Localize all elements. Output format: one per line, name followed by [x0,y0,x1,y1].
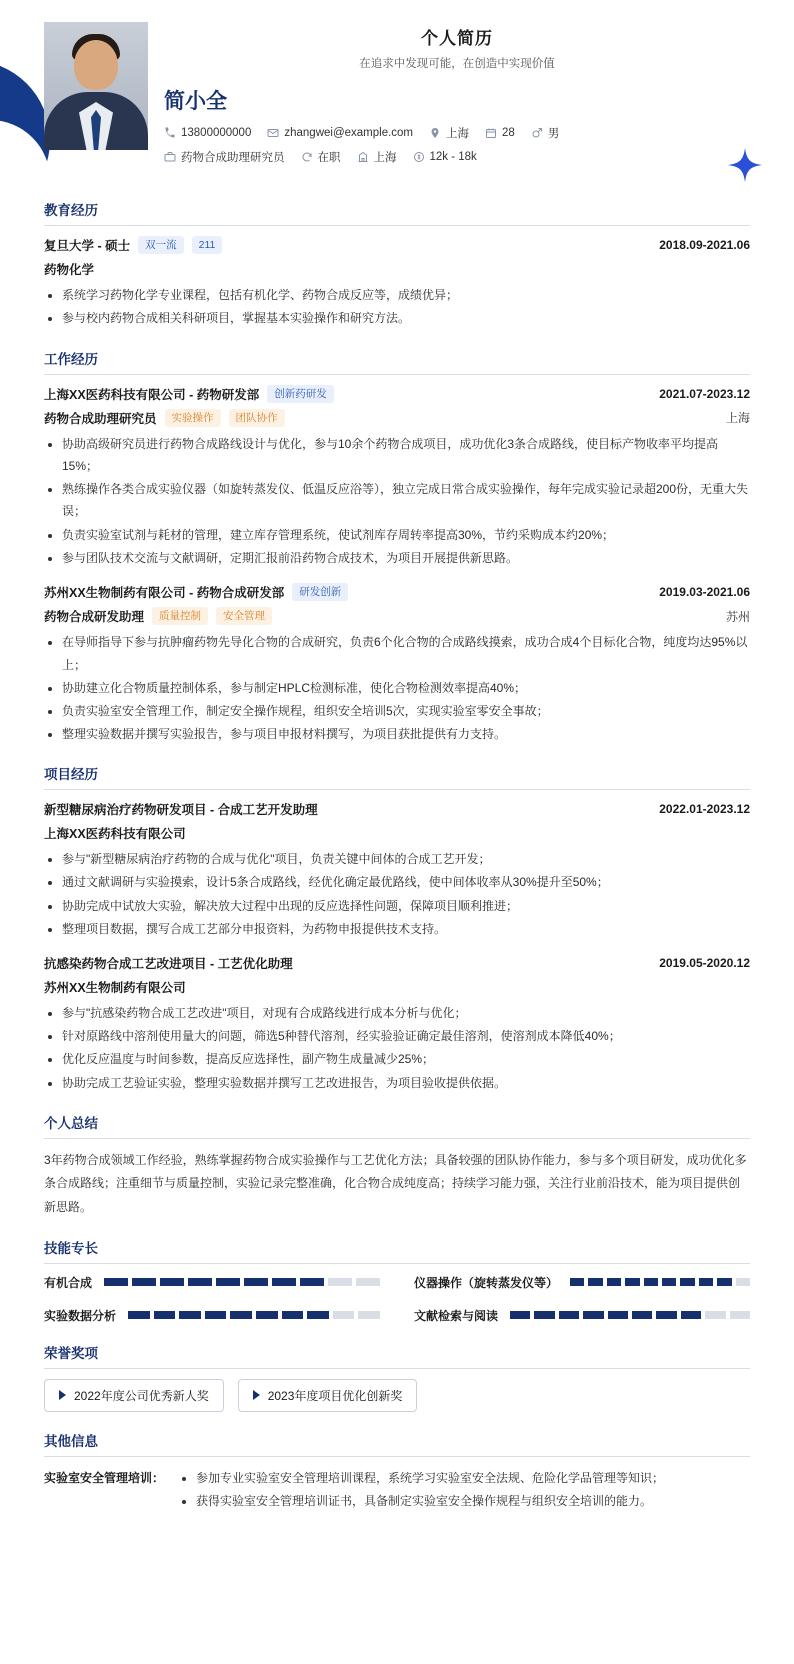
skill-block [607,1278,621,1286]
skill-block [188,1278,212,1286]
skill-block [132,1278,156,1286]
meta-email [267,127,413,139]
project-entry [44,800,750,940]
project-title: 抗感染药物合成工艺改进项目 - 工艺优化助理 [44,957,293,972]
page-title: 个人简历 [421,29,493,48]
skill-block [244,1278,268,1286]
section-summary [44,1112,750,1219]
skill-block [699,1278,713,1286]
work-tag: 创新药研发 [267,385,334,403]
mail-icon [267,127,279,139]
skill-block [272,1278,296,1286]
education-tag: 211 [192,236,223,254]
list-item: • 通过文献调研与实验摸索，设计5条合成路线，经优化确定最优路线，使中间体收率从30%提升至50%； [62,871,750,893]
skill-block [128,1311,150,1319]
work-location: 苏州 [725,609,750,624]
project-company: 苏州XX生物制药有限公司 [44,981,186,996]
skill-block [662,1278,676,1286]
skills-grid [44,1274,750,1324]
education-date: 2018.09-2021.06 [659,238,750,253]
award-item [44,1379,224,1412]
meta-city-text: 上海 [373,152,397,164]
list-item: • 针对原路线中溶剂使用量大的问题，筛选5种替代溶剂，经实验验证确定最佳溶剂，使溶剂成本降低40%； [62,1025,750,1047]
project-date: 2019.05-2020.12 [659,956,750,971]
skill-block [356,1278,380,1286]
list-item: • 负责实验室安全管理工作，制定安全操作规程，组织安全培训5次，实现实验室零安全事故； [62,700,750,722]
skill-block [205,1311,227,1319]
work-date: 2019.03-2021.06 [659,585,750,600]
skill-block [358,1311,380,1319]
education-major: 药物化学 [44,263,95,278]
education-bullets [44,284,750,329]
meta-location [429,125,469,141]
meta-salary [413,151,477,163]
skill-item [414,1307,750,1324]
project-bullets [44,848,750,940]
work-tag: 研发创新 [292,583,348,601]
gender-icon [531,127,543,139]
award-item [238,1379,418,1412]
other-bullets [178,1467,750,1512]
meta-email-text: zhangwei@example.com [284,127,414,139]
work-location: 上海 [725,411,750,426]
city-icon [357,151,369,163]
calendar-icon [485,127,497,139]
contact-meta-row-1 [164,125,750,141]
triangle-icon [59,1390,66,1400]
skill-block [179,1311,201,1319]
list-item: • 参与团队技术交流与文献调研，定期汇报前沿药物合成技术，为项目开展提供新思路。 [62,547,750,569]
list-item: • 优化反应温度与时间参数，提高反应选择性，副产物生成量减少25%； [62,1048,750,1070]
award-label: 2022年度公司优秀新人奖 [74,1388,209,1403]
skill-block [632,1311,652,1319]
work-role-tag: 团队协作 [229,409,285,427]
project-date: 2022.01-2023.12 [659,802,750,817]
status-icon [301,151,313,163]
salary-icon [413,151,425,163]
education-entry [44,236,750,330]
work-role-tag: 实验操作 [165,409,221,427]
skill-level-bar [128,1311,380,1319]
skill-level-bar [510,1311,750,1319]
avatar [44,22,148,150]
section-title-summary: 个人总结 [44,1112,750,1139]
other-info-row [44,1467,750,1513]
meta-phone-text: 13800000000 [181,127,252,139]
list-item: • 参加专业实验室安全管理培训课程，系统学习实验室安全法规、危险化学品管理等知识； [196,1467,750,1489]
work-role-tag: 安全管理 [216,607,272,625]
skill-block [328,1278,352,1286]
section-work [44,348,750,746]
contact-meta-row-2 [164,149,750,165]
section-title-skills: 技能专长 [44,1237,750,1264]
skill-block [736,1278,750,1286]
meta-status-text: 在职 [317,152,341,164]
briefcase-icon [164,151,176,163]
list-item: • 协助高级研究员进行药物合成路线设计与优化，参与10余个药物合成项目，成功优化3条合成路线，使目标产物收率平均提高15%； [62,433,750,477]
skill-block [300,1278,324,1286]
work-bullets [44,433,750,569]
phone-icon [164,127,176,139]
work-bullets [44,631,750,745]
resume-header [44,22,750,181]
skill-label: 文献检索与阅读 [414,1308,499,1323]
work-company: 上海XX医药科技有限公司 - 药物研发部 [44,387,260,402]
skill-block [559,1311,579,1319]
skill-item [414,1274,750,1291]
section-awards [44,1342,750,1412]
skill-block [644,1278,658,1286]
section-title-education: 教育经历 [44,199,750,226]
skill-label: 实验数据分析 [44,1308,117,1323]
section-other [44,1430,750,1513]
skill-block [216,1278,240,1286]
work-entry [44,583,750,745]
skill-block [705,1311,725,1319]
list-item: • 协助完成中试放大实验，解决放大过程中出现的反应选择性问题，保障项目顺利推进； [62,895,750,917]
list-item: • 参与"抗感染药物合成工艺改进"项目，对现有合成路线进行成本分析与优化； [62,1002,750,1024]
list-item: • 熟练操作各类合成实验仪器（如旋转蒸发仪、低温反应浴等），独立完成日常合成实验操作，每年完成实验记录超200份，无重大失误； [62,478,750,522]
skill-block [625,1278,639,1286]
skill-block [608,1311,628,1319]
skill-block [681,1311,701,1319]
section-skills [44,1237,750,1324]
skill-block [282,1311,304,1319]
summary-text: 3年药物合成领域工作经验，熟练掌握药物合成实验操作与工艺优化方法；具备较强的团队协作能力，参与多个项目研发，成功优化多条合成路线；注重细节与质量控制，实验记录完整准确，化合物合成纯度高；持续学习能力强，关注行业前沿技术，能为项目提供创新思路。 [44,1152,747,1214]
skill-block [588,1278,602,1286]
project-company: 上海XX医药科技有限公司 [44,827,186,842]
meta-gender [531,125,560,141]
skill-block [230,1311,252,1319]
work-role-tag: 质量控制 [152,607,208,625]
education-school: 复旦大学 - 硕士 [44,239,131,254]
skill-block [656,1311,676,1319]
work-date: 2021.07-2023.12 [659,386,750,401]
skill-block [256,1311,278,1319]
education-tag: 双一流 [138,236,184,254]
work-company: 苏州XX生物制药有限公司 - 药物合成研发部 [44,586,285,601]
list-item: • 参与"新型糖尿病治疗药物的合成与优化"项目，负责关键中间体的合成工艺开发； [62,848,750,870]
section-title-other: 其他信息 [44,1430,750,1457]
list-item: • 在导师指导下参与抗肿瘤药物先导化合物的合成研究，负责6个化合物的合成路线摸索，成功合成4个目标化合物，纯度均达95%以上； [62,631,750,675]
location-icon [429,127,441,139]
project-entry [44,954,750,1094]
list-item: • 获得实验室安全管理培训证书，具备制定实验室安全操作规程与组织安全培训的能力。 [196,1490,750,1512]
meta-status [301,149,341,165]
meta-age [485,127,515,139]
skill-block [160,1278,184,1286]
list-item: • 整理实验数据并撰写实验报告，参与项目申报材料撰写，为项目获批提供有力支持。 [62,723,750,745]
meta-age-text: 28 [502,127,515,139]
skill-block [333,1311,355,1319]
skill-block [307,1311,329,1319]
section-title-awards: 荣誉奖项 [44,1342,750,1369]
skill-item [44,1274,380,1291]
skill-block [570,1278,584,1286]
skill-label: 仪器操作（旋转蒸发仪等） [414,1275,559,1290]
meta-position [164,149,285,165]
skill-item [44,1307,380,1324]
skill-block [154,1311,176,1319]
meta-gender-text: 男 [547,128,560,140]
skill-level-bar [104,1278,380,1286]
skill-level-bar [570,1278,750,1286]
project-title: 新型糖尿病治疗药物研发项目 - 合成工艺开发助理 [44,803,318,818]
other-label: 实验室安全管理培训： [44,1470,165,1485]
project-bullets [44,1002,750,1094]
triangle-icon [253,1390,260,1400]
section-title-work: 工作经历 [44,348,750,375]
section-projects [44,763,750,1094]
skill-block [104,1278,128,1286]
section-education [44,199,750,330]
list-item: • 参与校内药物合成相关科研项目，掌握基本实验操作和研究方法。 [62,307,750,329]
page-subtitle: 在追求中发现可能，在创造中实现价值 [359,58,555,70]
list-item: • 整理项目数据，撰写合成工艺部分申报资料，为药物申报提供技术支持。 [62,918,750,940]
work-entry [44,385,750,569]
meta-city [357,149,397,165]
skill-block [534,1311,554,1319]
list-item: • 系统学习药物化学专业课程，包括有机化学、药物合成反应等，成绩优异； [62,284,750,306]
skill-block [510,1311,530,1319]
awards-list [44,1379,750,1412]
work-role: 药物合成研发助理 [44,610,145,625]
skill-block [717,1278,731,1286]
skill-block [583,1311,603,1319]
award-label: 2023年度项目优化创新奖 [267,1388,403,1403]
meta-location-text: 上海 [446,128,470,140]
skill-label: 有机合成 [44,1275,93,1290]
candidate-name: 简小全 [164,90,227,113]
skill-block [680,1278,694,1286]
list-item: • 协助建立化合物质量控制体系，参与制定HPLC检测标准，使化合物检测效率提高40%； [62,677,750,699]
meta-salary-text: 12k - 18k [429,151,477,163]
section-title-projects: 项目经历 [44,763,750,790]
skill-block [730,1311,750,1319]
meta-position-text: 药物合成助理研究员 [181,152,285,164]
list-item: • 负责实验室试剂与耗材的管理，建立库存管理系统，使试剂库存周转率提高30%，节约采购成本约20%； [62,524,750,546]
work-role: 药物合成助理研究员 [44,411,157,426]
meta-phone [164,127,251,139]
list-item: • 协助完成工艺验证实验，整理实验数据并撰写工艺改进报告，为项目验收提供依据。 [62,1072,750,1094]
